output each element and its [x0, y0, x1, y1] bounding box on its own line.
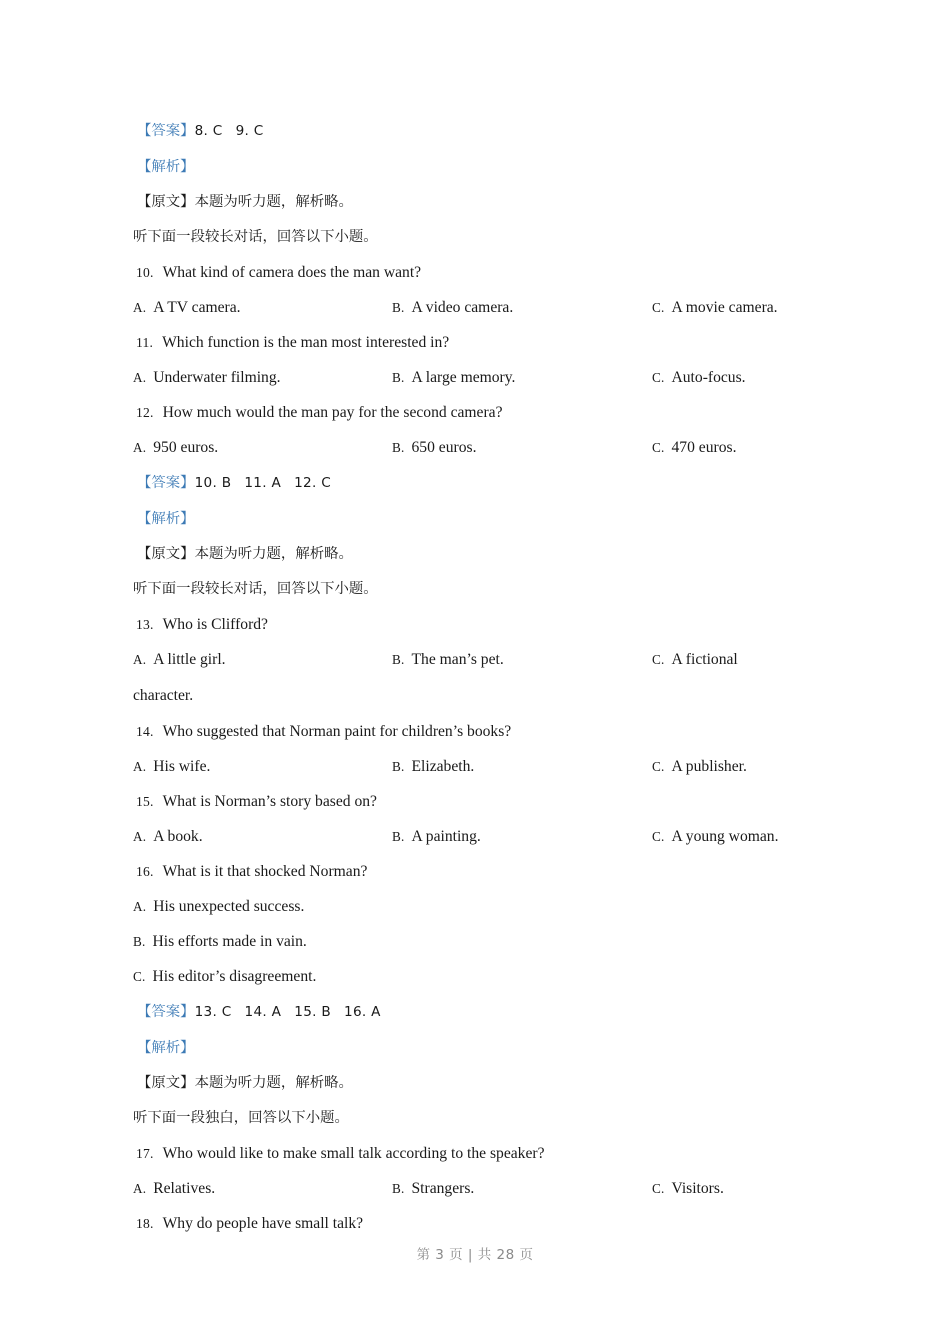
option-c[interactable]: C. His editor’s disagreement. [133, 968, 317, 985]
answer-value-16: 16. A [344, 1004, 381, 1020]
option-c[interactable]: C. A movie camera. [652, 299, 778, 316]
answer-line-10-12 [133, 465, 833, 501]
answer-value-10: 10. B [194, 475, 232, 491]
option-row-13 [133, 642, 833, 677]
question-number: 14. [136, 724, 154, 739]
transcript-text: 本题为听力题，解析略。 [194, 546, 353, 562]
option-b[interactable]: B. The man’s pet. [392, 651, 504, 668]
answer-marker: 【答案】 [137, 1004, 195, 1020]
analysis-marker: 【解析】 [137, 159, 195, 175]
question-14 [133, 714, 833, 749]
option-b[interactable]: B. A large memory. [392, 369, 516, 386]
question-text: What is it that shocked Norman? [162, 863, 368, 880]
question-number: 15. [136, 794, 154, 809]
analysis-marker: 【解析】 [137, 1040, 195, 1056]
option-c-continuation: character. [133, 687, 194, 704]
question-10 [133, 255, 833, 290]
option-a[interactable]: A. A little girl. [133, 651, 226, 668]
option-b[interactable]: B. A video camera. [392, 299, 514, 316]
option-b[interactable]: B. 650 euros. [392, 439, 477, 456]
question-number: 12. [136, 405, 154, 420]
option-a[interactable]: A. A book. [133, 828, 203, 845]
question-number: 17. [136, 1146, 154, 1161]
question-number: 16. [136, 864, 154, 879]
option-a[interactable]: A. Underwater filming. [133, 369, 281, 386]
answer-marker: 【答案】 [137, 123, 195, 139]
instruction-line-2: 听下面一段较长对话，回答以下小题。 [133, 581, 378, 597]
question-text: How much would the man pay for the second camera? [162, 404, 503, 421]
option-b[interactable]: B. Elizabeth. [392, 758, 475, 775]
answer-marker: 【答案】 [137, 475, 195, 491]
question-16 [133, 854, 833, 889]
option-row-12 [133, 430, 833, 465]
analysis-line-2 [133, 501, 833, 537]
analysis-line-1 [133, 149, 833, 185]
page-content [133, 113, 833, 1241]
answer-value-9: 9. C [235, 123, 264, 139]
question-text: Which function is the man most interested in? [162, 334, 450, 351]
answer-value-13: 13. C [194, 1004, 232, 1020]
option-c[interactable]: C. A publisher. [652, 758, 747, 775]
transcript-marker: 【原文】 [137, 1075, 195, 1091]
option-b[interactable]: B. His efforts made in vain. [133, 933, 307, 950]
question-18 [133, 1206, 833, 1241]
answer-value-8: 8. C [194, 123, 223, 139]
analysis-line-3 [133, 1030, 833, 1066]
question-15 [133, 784, 833, 819]
option-a[interactable]: A. Relatives. [133, 1180, 216, 1197]
option-b[interactable]: B. Strangers. [392, 1180, 475, 1197]
transcript-marker: 【原文】 [137, 546, 195, 562]
option-row-17 [133, 1171, 833, 1206]
page-footer: 第 3 页 | 共 28 页 [416, 1247, 534, 1263]
question-13 [133, 607, 833, 642]
option-a[interactable]: A. 950 euros. [133, 439, 219, 456]
question-11 [133, 325, 833, 360]
answer-value-14: 14. A [244, 1004, 282, 1020]
answer-value-11: 11. A [244, 475, 282, 491]
question-text: Who is Clifford? [162, 616, 268, 633]
question-number: 11. [136, 335, 154, 350]
instruction-line-3: 听下面一段独白，回答以下小题。 [133, 1110, 349, 1126]
option-a[interactable]: A. A TV camera. [133, 299, 241, 316]
instruction-line-1: 听下面一段较长对话，回答以下小题。 [133, 229, 378, 245]
option-c[interactable]: C. A young woman. [652, 828, 779, 845]
transcript-line-3 [133, 1066, 833, 1101]
question-17 [133, 1136, 833, 1171]
question-text: Who would like to make small talk according to the speaker? [162, 1145, 545, 1162]
option-c[interactable]: C. Auto-focus. [652, 369, 746, 386]
answer-value-15: 15. B [294, 1004, 332, 1020]
question-text: What kind of camera does the man want? [162, 264, 422, 281]
option-a[interactable]: A. His unexpected success. [133, 898, 305, 915]
option-row-14 [133, 749, 833, 784]
option-a[interactable]: A. His wife. [133, 758, 211, 775]
question-number: 18. [136, 1216, 154, 1231]
transcript-line-2 [133, 537, 833, 572]
answer-line-8-9 [133, 113, 833, 149]
question-number: 10. [136, 265, 154, 280]
answer-value-12: 12. C [294, 475, 332, 491]
question-text: Why do people have small talk? [162, 1215, 364, 1232]
transcript-text: 本题为听力题，解析略。 [194, 1075, 353, 1091]
question-number: 13. [136, 617, 154, 632]
question-text: Who suggested that Norman paint for children’s books? [162, 723, 512, 740]
option-c[interactable]: C. A fictional [652, 651, 738, 668]
option-b[interactable]: B. A painting. [392, 828, 481, 845]
answer-line-13-16 [133, 994, 833, 1030]
analysis-marker: 【解析】 [137, 511, 195, 527]
option-c[interactable]: C. 470 euros. [652, 439, 737, 456]
question-text: What is Norman’s story based on? [162, 793, 377, 810]
option-row-11 [133, 360, 833, 395]
option-row-10 [133, 290, 833, 325]
transcript-text: 本题为听力题，解析略。 [194, 194, 353, 210]
question-12 [133, 395, 833, 430]
transcript-line-1 [133, 185, 833, 220]
option-c[interactable]: C. Visitors. [652, 1180, 724, 1197]
option-row-15 [133, 819, 833, 854]
transcript-marker: 【原文】 [137, 194, 195, 210]
